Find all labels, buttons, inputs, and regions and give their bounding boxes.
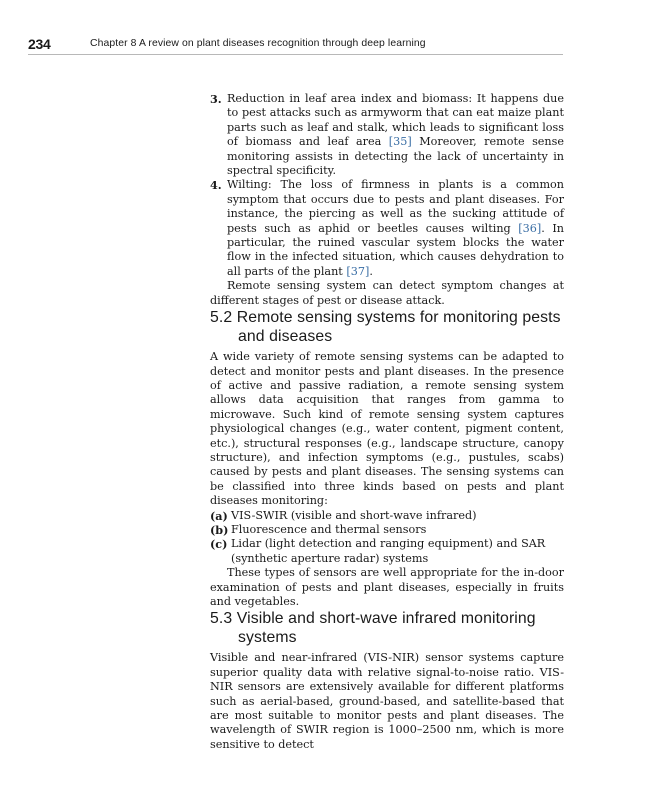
- body-paragraph: Visible and near-infrared (VIS-NIR) sensor systems capture superior quality data with relative signal-to-noise ratio. VIS-NIR sensors are extensively available for different platforms such as aerial-based, ground-based, and satellite-based that are most suitable to monitor pests and plant diseases. The wavelength of SWIR region is 1000–2500 nm, which is more sensitive to detect: [210, 651, 564, 751]
- citation-link[interactable]: [36]: [518, 221, 542, 235]
- list-item-label: (a): [210, 508, 228, 523]
- list-item-text: Moreover, remote sense monitoring assists in detecting the lack of uncertainty in spectral specificity.: [227, 135, 564, 178]
- list-item: [210, 178, 564, 279]
- body-paragraph: A wide variety of remote sensing systems can be adapted to detect and monitor pests and plant diseases. In the presence of active and passive radiation, a remote sensing system allows data acquisition that ranges from gamma to microwave. Such kind of remote sensing system captures physiological changes (e.g., water content, pigment content, etc.), structural responses (e.g., landscape structure, canopy structure), and infection symptoms (e.g., pustules, scabs) caused by pests and plant diseases. The sensing systems can be classified into three kinds based on pests and plant diseases monitoring:: [210, 350, 564, 508]
- symptom-list: [210, 92, 564, 279]
- list-item-label: (c): [210, 537, 228, 552]
- page-body: [210, 92, 564, 752]
- citation-link[interactable]: [35]: [388, 135, 412, 149]
- list-item-text: . In particular, the ruined vascular system blocks the water flow in the infected situation, which causes dehydration to all parts of the plant: [227, 221, 564, 278]
- list-item-number: 3.: [210, 92, 222, 106]
- section-heading-5-3: 5.3 Visible and short-wave infrared monitoring systems: [210, 610, 536, 647]
- body-paragraph: Remote sensing system can detect symptom changes at different stages of pest or disease attack.: [210, 279, 564, 307]
- list-item-text: .: [369, 264, 373, 278]
- list-item-text: VIS-SWIR (visible and short-wave infrared): [231, 508, 477, 522]
- list-item-text: Lidar (light detection and ranging equipment) and SAR (synthetic aperture radar) systems: [231, 537, 546, 565]
- running-header: [28, 32, 563, 55]
- list-item-number: 4.: [210, 178, 222, 193]
- list-item: [210, 537, 564, 566]
- list-item-text: Fluorescence and thermal sensors: [231, 522, 427, 536]
- sensor-type-list: [210, 509, 564, 567]
- list-item: [210, 509, 564, 523]
- list-item-label: (b): [210, 522, 229, 537]
- chapter-title: Chapter 8 A review on plant diseases recognition through deep learning: [90, 38, 426, 49]
- list-item: [210, 523, 564, 537]
- list-item-text: Reduction in leaf area index and biomass: It happens due to pest attacks such as armyworm that can eat maize plant parts such as leaf and stalk, which leads to significant loss of biomass and leaf area: [227, 92, 564, 149]
- list-item-text: Wilting: The loss of firmness in plants is a common symptom that occurs due to pests and plant diseases. For instance, the piercing as well as the sucking attitude of pests such as aphid or beetles causes wilting: [227, 178, 564, 235]
- list-item: [210, 92, 564, 178]
- citation-link[interactable]: [37]: [346, 264, 370, 278]
- body-paragraph: These types of sensors are well appropriate for the in-door examination of pests and plant diseases, especially in fruits and vegetables.: [210, 566, 564, 608]
- page-number: 234: [28, 36, 51, 52]
- section-heading-5-2: 5.2 Remote sensing systems for monitoring pests and diseases: [210, 309, 561, 346]
